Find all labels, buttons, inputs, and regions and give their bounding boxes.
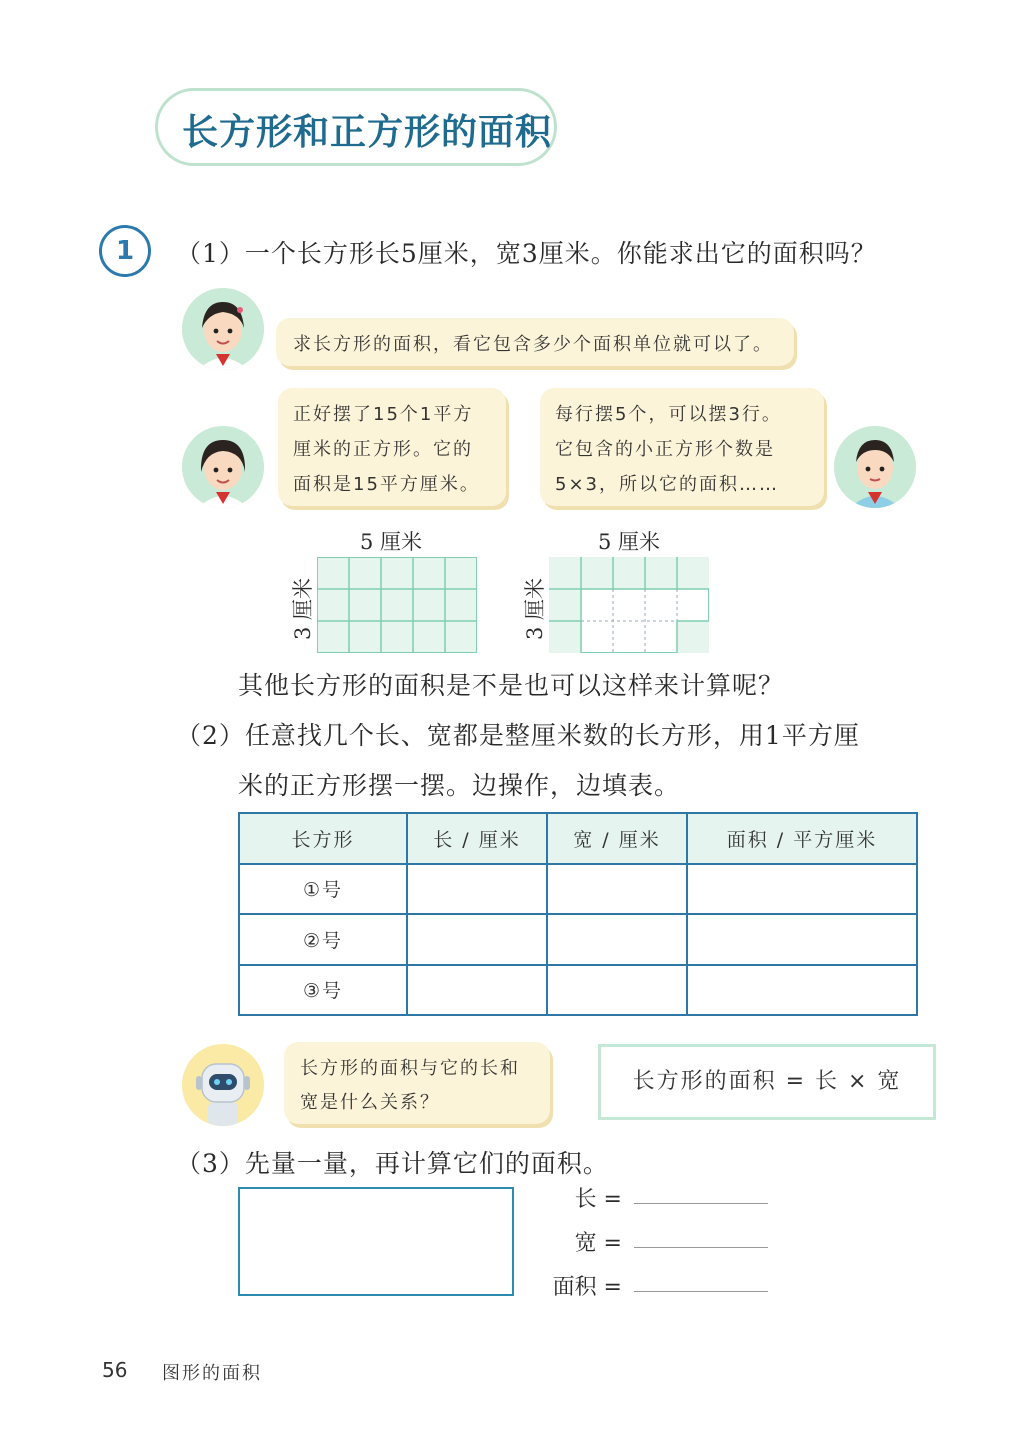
- area-cell[interactable]: [687, 914, 917, 965]
- speech-bubble-girl2: [278, 388, 506, 506]
- part2-question-line2: 米的正方形摆一摆。边操作，边填表。: [238, 771, 681, 800]
- measure-rectangle: [238, 1187, 514, 1296]
- table-header-cell: 长方形: [239, 813, 407, 864]
- bubble-line-1: 正好摆了15个1平方: [293, 404, 474, 425]
- grid2-width-label: 3 厘米: [523, 577, 547, 640]
- robot-avatar: [182, 1044, 264, 1126]
- bubble-line-1: 每行摆5个，可以摆3行。: [555, 404, 782, 425]
- girl-avatar-2: [182, 426, 264, 508]
- girl-avatar-1: [182, 288, 264, 370]
- bubble-text: 求长方形的面积，看它包含多少个面积单位就可以了。: [293, 334, 773, 355]
- bubble-line-2: 它包含的小正方形个数是: [555, 439, 775, 460]
- part2-question-line1: （2）任意找几个长、宽都是整厘米数的长方形，用1平方厘: [176, 721, 860, 750]
- footer-section-title: 图形的面积: [162, 1363, 262, 1384]
- table-row-label: ②号: [239, 914, 407, 965]
- rectangle-table: [238, 812, 918, 1016]
- length-label: 长 =: [574, 1187, 622, 1212]
- area-formula-box: 长方形的面积 = 长 × 宽: [598, 1044, 936, 1120]
- grid2-partial: [549, 557, 709, 657]
- width-label: 宽 =: [574, 1231, 622, 1256]
- page-title: 长方形和正方形的面积: [182, 112, 553, 153]
- table-row: [239, 965, 917, 1016]
- width-cell[interactable]: [547, 864, 687, 915]
- table-header-cell: 面积 / 平方厘米: [687, 813, 917, 864]
- table-row: [239, 864, 917, 915]
- part1-followup: 其他长方形的面积是不是也可以这样来计算呢？: [238, 671, 785, 700]
- length-cell[interactable]: [407, 864, 547, 915]
- area-answer-blank[interactable]: [634, 1291, 768, 1292]
- bubble-line-1: 长方形的面积与它的长和: [300, 1058, 520, 1079]
- length-answer-blank[interactable]: [634, 1203, 768, 1204]
- part3-question: （3）先量一量，再计算它们的面积。: [176, 1149, 609, 1178]
- grid1-full: [317, 557, 477, 657]
- bubble-line-3: 5×3，所以它的面积……: [555, 474, 779, 495]
- boy-avatar: [834, 426, 916, 508]
- grid1-length-label: 5 厘米: [360, 530, 423, 554]
- area-cell[interactable]: [687, 965, 917, 1016]
- width-cell[interactable]: [547, 914, 687, 965]
- grid2-length-label: 5 厘米: [598, 530, 661, 554]
- speech-bubble-boy: [540, 388, 824, 506]
- table-header-cell: 宽 / 厘米: [547, 813, 687, 864]
- part1-question: （1）一个长方形长5厘米，宽3厘米。你能求出它的面积吗？: [176, 239, 877, 268]
- table-row: [239, 914, 917, 965]
- grid1-width-label: 3 厘米: [291, 577, 315, 640]
- bubble-line-3: 面积是15平方厘米。: [293, 474, 480, 495]
- area-cell[interactable]: [687, 864, 917, 915]
- table-row-label: ①号: [239, 864, 407, 915]
- length-cell[interactable]: [407, 914, 547, 965]
- bubble-line-2: 厘米的正方形。它的: [293, 439, 473, 460]
- table-row-label: ③号: [239, 965, 407, 1016]
- page-number: 56: [102, 1358, 128, 1382]
- bubble-line-2: 宽是什么关系？: [300, 1092, 440, 1113]
- length-cell[interactable]: [407, 965, 547, 1016]
- speech-bubble-robot: [284, 1042, 550, 1124]
- table-header-cell: 长 / 厘米: [407, 813, 547, 864]
- area-label: 面积 =: [552, 1275, 622, 1300]
- speech-bubble-girl1: [276, 318, 794, 366]
- width-cell[interactable]: [547, 965, 687, 1016]
- problem-number-badge: 1: [99, 225, 151, 277]
- table-header-row: [239, 813, 917, 864]
- width-answer-blank[interactable]: [634, 1247, 768, 1248]
